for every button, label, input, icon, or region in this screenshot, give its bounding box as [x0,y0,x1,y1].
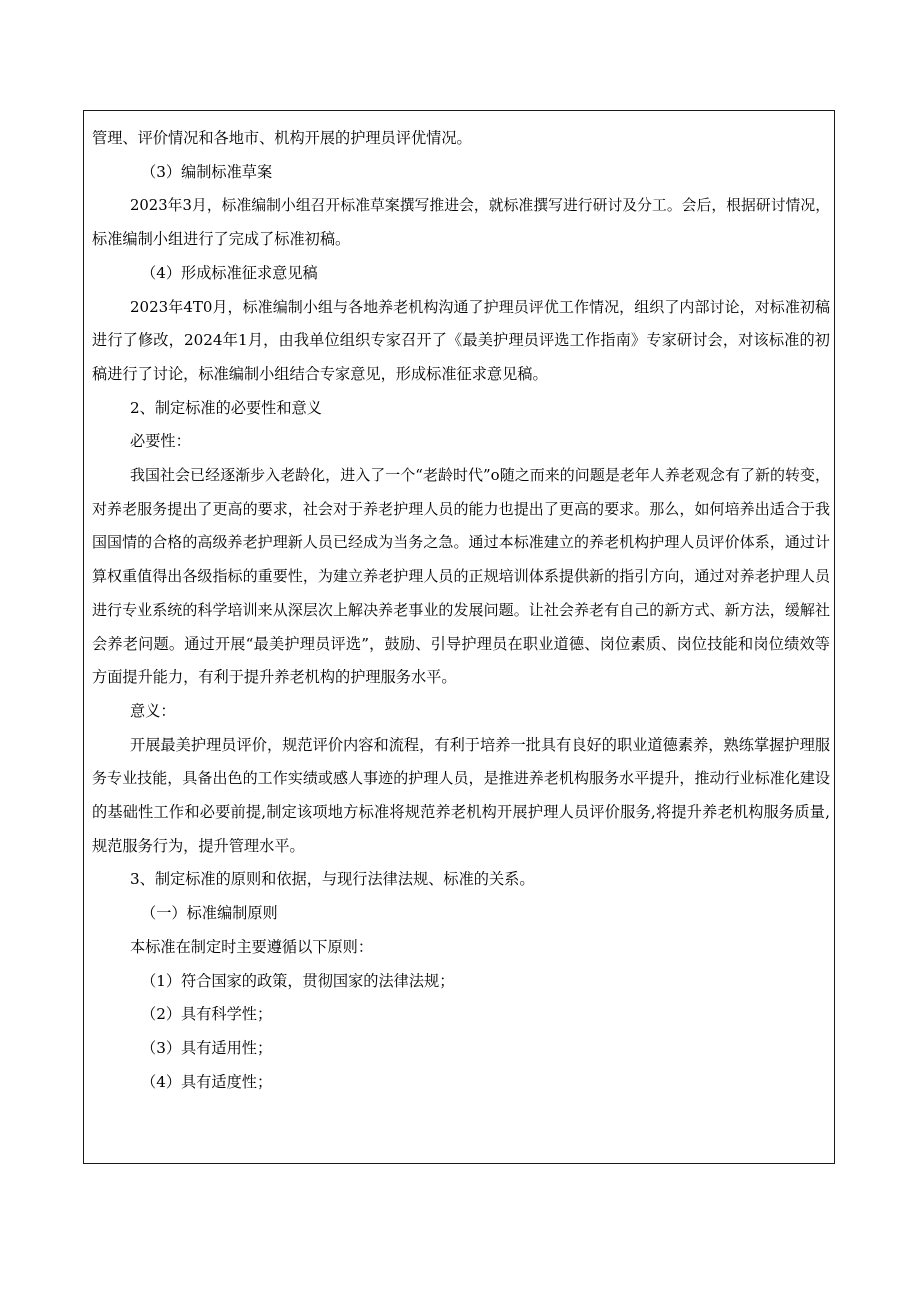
line-2: （3）编制标准草案 [141,162,273,181]
line-24: （一）标准编制原则 [141,904,278,923]
line-18: 意义： [130,701,176,720]
line-27: （2）具有科学性； [141,1005,273,1024]
line-20: 务专业技能，具备出色的工作实绩或感人事迹的护理人员，是推进养老机构服务水平提升，推动行业标准化建设 [92,769,830,788]
line-12: 对养老服务提出了更高的要求，社会对于养老护理人员的能力也提出了更高的要求。那么，如何培养出适合于我 [92,499,830,518]
line-14: 算权重值得出各级指标的重要性，为建立养老护理人员的正规培训体系提供新的指引方向，通过对养老护理人员 [92,567,830,586]
line-15: 进行专业系统的科学培训来从深层次上解决养老事业的发展问题。让社会养老有自己的新方式、新方法，缓解社 [92,600,830,619]
line-13: 国国情的合格的高级养老护理新人员已经成为当务之急。通过本标准建立的养老机构护理人员评价体系，通过计 [92,533,830,552]
line-1: 管理、评价情况和各地市、机构开展的护理员评优情况。 [92,129,472,147]
line-25: 本标准在制定时主要遵循以下原则： [130,937,373,956]
line-29: （4）具有适度性； [141,1072,273,1091]
line-16: 会养老问题。通过开展“最美护理员评选”，鼓励、引导护理员在职业道德、岗位素质、岗位技能和岗位绩效等 [92,634,830,653]
line-8: 稿进行了讨论，标准编制小组结合专家意见，形成标准征求意见稿。 [92,364,548,383]
line-6: 2023年4T0月，标准编制小组与各地养老机构沟通了护理员评优工作情况，组织了内部讨论，对标准初稿 [130,297,830,316]
line-17: 方面提升能力，有利于提升养老机构的护理服务水平。 [92,668,457,687]
line-22: 规范服务行为，提升管理水平。 [92,836,305,855]
line-4: 标准编制小组进行了完成了标准初稿。 [92,230,351,249]
line-19: 开展最美护理员评价，规范评价内容和流程，有利于培养一批具有良好的职业道德素养，熟练掌握护理服 [130,735,830,754]
line-26: （1）符合国家的政策，贯彻国家的法律法规； [141,971,455,990]
line-21: 的基础性工作和必要前提,制定该项地方标准将规范养老机构开展护理人员评价服务,将提升养老机构服务质量, [92,803,830,822]
document-body [92,122,830,1099]
line-7: 进行了修改，2024年1月，由我单位组织专家召开了《最美护理员评选工作指南》专家研讨会，对该标准的初 [92,331,830,350]
line-3: 2023年3月，标准编制小组召开标准草案撰写推进会，就标准撰写进行研讨及分工。会后，根据研讨情况， [130,197,830,215]
line-11: 我国社会已经逐渐步入老龄化，进入了一个“老龄时代”o随之而来的问题是老年人养老观念有了新的转变， [130,466,830,485]
document-frame [83,110,835,1164]
line-23: 3、制定标准的原则和依据，与现行法律法规、标准的关系。 [130,870,535,889]
line-5: （4）形成标准征求意见稿 [141,263,318,282]
line-9: 2、制定标准的必要性和意义 [130,398,322,417]
line-28: （3）具有适用性； [141,1038,273,1057]
line-10: 必要性： [130,432,191,451]
